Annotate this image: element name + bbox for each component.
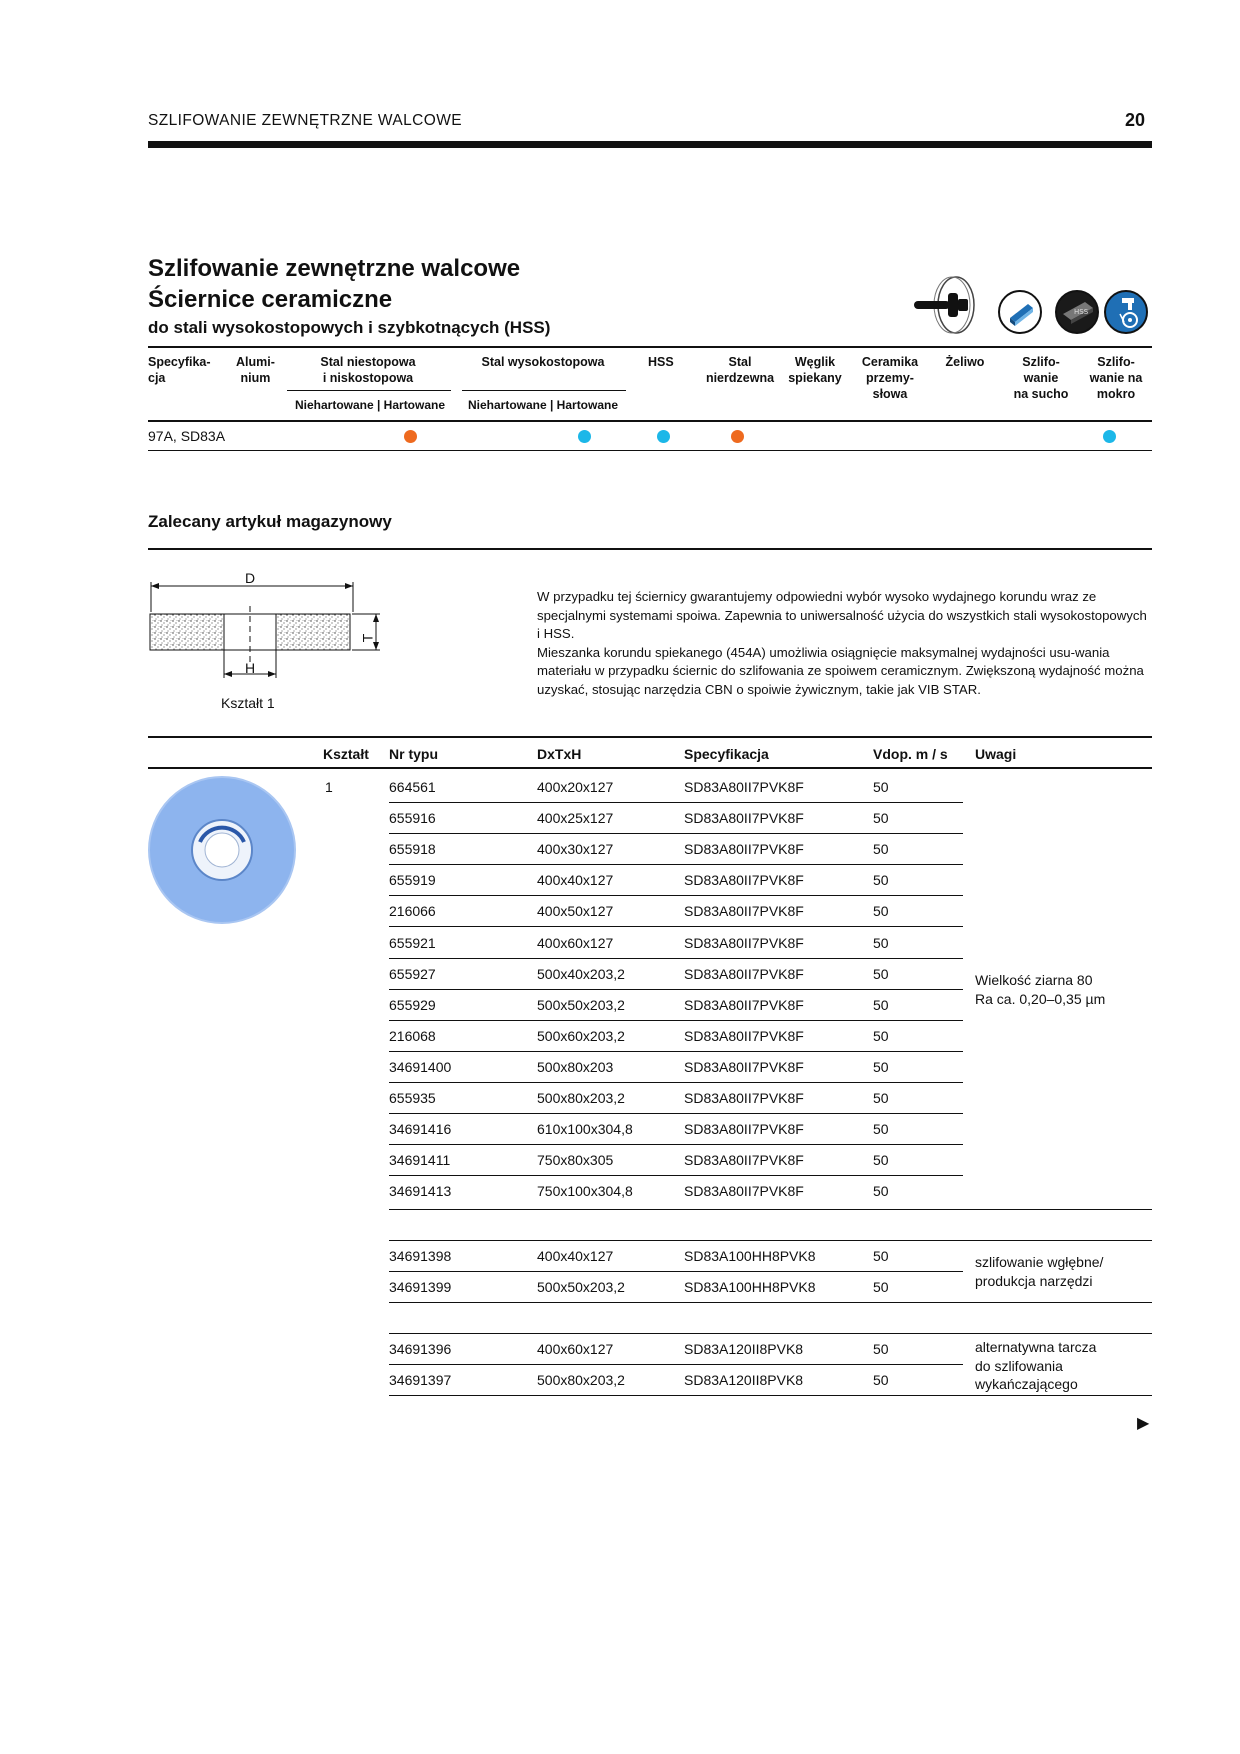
table-row-rule <box>389 833 963 834</box>
steel-profile-icon <box>998 290 1042 334</box>
cell-specification: SD83A80II7PVK8F <box>684 1183 804 1200</box>
cell-dimensions: 400x30x127 <box>537 841 614 858</box>
note-line: alternatywna tarcza <box>975 1339 1097 1355</box>
cell-type-number: 655927 <box>389 965 436 982</box>
cell-specification: SD83A80II7PVK8F <box>684 1090 804 1106</box>
spec-header-hss: HSS <box>648 355 674 369</box>
spec-table-top-rule <box>148 346 1152 348</box>
col-header-notes: Uwagi <box>975 746 1017 762</box>
product-table-header-rule <box>148 767 1152 769</box>
cell-dimensions: 400x25x127 <box>537 810 614 827</box>
page-number: 20 <box>1125 110 1146 130</box>
grinding-wheel-image <box>148 776 296 924</box>
note-group-1 <box>975 971 1105 1008</box>
cell-max-speed: 50 <box>873 1090 889 1106</box>
cell-max-speed: 50 <box>873 934 889 951</box>
cell-dimensions: 750x80x305 <box>537 1152 614 1169</box>
cell-type-number: 655935 <box>389 1090 436 1106</box>
cell-max-speed: 50 <box>873 1341 889 1357</box>
cell-specification: SD83A80II7PVK8F <box>684 1058 804 1075</box>
table-row-rule <box>389 1113 963 1114</box>
cell-type-number: 34691400 <box>389 1058 452 1075</box>
suitability-dot-wet <box>1103 430 1116 443</box>
note-line: szlifowanie wgłębne/ <box>975 1254 1104 1270</box>
table-row-rule <box>389 1175 963 1176</box>
note-group-3 <box>975 1338 1096 1394</box>
cell-specification: SD83A100HH8PVK8 <box>684 1248 816 1264</box>
cell-max-speed: 50 <box>873 1058 889 1075</box>
cell-dimensions: 400x40x127 <box>537 1248 614 1264</box>
spec-header-low-alloy-steel: Stal niestopowa i niskostopowa <box>320 355 416 385</box>
grinding-wheel-shaft-icon <box>912 275 984 335</box>
cell-specification: SD83A80II7PVK8F <box>684 872 804 889</box>
cell-dimensions: 400x50x127 <box>537 903 614 920</box>
spec-header-specification: Specyfika- cja <box>148 355 211 385</box>
table-row-rule <box>389 864 963 865</box>
cell-dimensions: 400x20x127 <box>537 779 614 795</box>
spec-header-carbide: Węglik spiekany <box>788 355 842 385</box>
table-row-rule <box>389 1082 963 1083</box>
spec-header-industrial-ceramics: Ceramika przemy- słowa <box>861 355 919 401</box>
cell-specification: SD83A80II7PVK8F <box>684 841 804 858</box>
table-row-rule <box>389 895 963 896</box>
table-row-rule <box>389 1364 963 1365</box>
header-rule <box>148 141 1152 148</box>
cell-max-speed: 50 <box>873 872 889 889</box>
group-start-rule <box>389 1240 1152 1241</box>
table-row-rule <box>389 1271 963 1272</box>
cell-specification: SD83A100HH8PVK8 <box>684 1279 816 1295</box>
cell-max-speed: 50 <box>873 1121 889 1138</box>
spec-table-bottom-rule <box>148 450 1152 451</box>
coolant-wet-grinding-icon <box>1104 290 1148 334</box>
cell-dimensions: 500x60x203,2 <box>537 1027 625 1044</box>
spec-subheader-high-alloy: Niehartowane | Hartowane <box>467 398 619 412</box>
cell-specification: SD83A80II7PVK8F <box>684 1152 804 1169</box>
table-row-rule <box>389 989 963 990</box>
spec-subheader-rule-low <box>287 390 451 391</box>
table-row-rule <box>389 926 963 927</box>
cell-dimensions: 500x80x203,2 <box>537 1372 625 1388</box>
cell-specification: SD83A120II8PVK8 <box>684 1372 804 1388</box>
cell-max-speed: 50 <box>873 810 889 827</box>
cell-specification: SD83A80II7PVK8F <box>684 903 804 920</box>
cell-dimensions: 610x100x304,8 <box>537 1121 633 1138</box>
cell-dimensions: 750x100x304,8 <box>537 1183 633 1200</box>
diagram-label-t: T <box>359 633 376 643</box>
svg-text:HSS: HSS <box>1074 308 1089 316</box>
cell-type-number: 34691398 <box>389 1248 452 1264</box>
cell-type-number: 34691399 <box>389 1279 452 1295</box>
cell-specification: SD83A80II7PVK8F <box>684 1121 804 1138</box>
cell-max-speed: 50 <box>873 996 889 1013</box>
cell-type-number: 655919 <box>389 872 436 889</box>
col-header-type-number: Nr typu <box>389 746 438 762</box>
table-row-rule <box>389 1020 963 1021</box>
cell-specification: SD83A120II8PVK8 <box>684 1341 804 1357</box>
suitability-dot-stainless <box>731 430 744 443</box>
spec-row-specification: 97A, SD83A <box>148 428 226 444</box>
cell-dimensions: 500x80x203,2 <box>537 1090 625 1106</box>
cell-max-speed: 50 <box>873 1027 889 1044</box>
row-shape: 1 <box>325 779 333 795</box>
cell-specification: SD83A80II7PVK8F <box>684 934 804 951</box>
page-subtitle: Ściernice ceramiczne <box>148 286 393 313</box>
cell-type-number: 655918 <box>389 841 436 858</box>
cell-max-speed: 50 <box>873 779 889 795</box>
spec-header-dry-grinding: Szlifo- wanie na sucho <box>1013 355 1069 401</box>
cell-dimensions: 400x40x127 <box>537 872 614 889</box>
group-end-rule <box>389 1209 1152 1210</box>
diagram-label-d: D <box>245 570 256 586</box>
table-row-rule <box>389 958 963 959</box>
cell-max-speed: 50 <box>873 841 889 858</box>
spec-header-wet-grinding: Szlifo- wanie na mokro <box>1089 355 1143 401</box>
hss-tool-icon <box>1055 290 1099 334</box>
section-title: Zalecany artykuł magazynowy <box>148 512 392 531</box>
note-line: produkcja narzędzi <box>975 1272 1093 1289</box>
cell-type-number: 655916 <box>389 810 436 827</box>
description-paragraph: Mieszanka korundu spiekanego (454A) umożliwia osiągnięcie maksymalnej wydajności usu-wania materiału w przypadku ściernic do szlifowania ze spoiwem ceramicznym. Zwiększoną wydajność można uzyskać, stosując narzędzia CBN o spoiwie żywicznym, takie jak VIB STAR. <box>537 644 1144 697</box>
col-header-specification: Specyfikacja <box>684 746 769 762</box>
suitability-dot-hss <box>657 430 670 443</box>
cell-max-speed: 50 <box>873 1183 889 1200</box>
note-line: Wielkość ziarna 80 <box>975 972 1093 988</box>
cell-type-number: 655921 <box>389 934 436 951</box>
diagram-caption: Kształt 1 <box>221 695 275 711</box>
running-header-title: SZLIFOWANIE ZEWNĘTRZNE WALCOWE <box>148 112 462 129</box>
spec-header-aluminium: Alumi- nium <box>236 355 275 385</box>
cell-specification: SD83A80II7PVK8F <box>684 779 804 795</box>
cell-dimensions: 500x80x203 <box>537 1058 614 1075</box>
table-row-rule <box>389 1144 963 1145</box>
table-row-rule <box>389 802 963 803</box>
note-line: do szlifowania <box>975 1357 1063 1374</box>
cell-type-number: 34691411 <box>389 1152 451 1169</box>
cell-type-number: 34691396 <box>389 1341 452 1357</box>
spec-subheader-low-alloy: Niehartowane | Hartowane <box>294 398 446 412</box>
diagram-label-h: H <box>245 660 256 676</box>
cell-dimensions: 500x50x203,2 <box>537 1279 625 1295</box>
group-start-rule <box>389 1333 1152 1334</box>
cell-specification: SD83A80II7PVK8F <box>684 810 804 827</box>
description-paragraph: W przypadku tej ściernicy gwarantujemy odpowiedni wybór wysoko wydajnego korundu wraz ze specjalnymi systemami spoiwa. Zapewnia to uniwersalność użycia do wszystkich stali wysokostopowych i HSS. <box>537 589 1147 642</box>
cell-specification: SD83A80II7PVK8F <box>684 1027 804 1044</box>
suitability-dot-low-alloy-hardened <box>404 430 417 443</box>
page-title: Szlifowanie zewnętrzne walcowe <box>148 255 521 282</box>
cell-max-speed: 50 <box>873 965 889 982</box>
cell-max-speed: 50 <box>873 1248 889 1264</box>
next-page-arrow[interactable]: ▶ <box>1137 1415 1150 1432</box>
cell-dimensions: 500x40x203,2 <box>537 965 625 982</box>
col-header-dimensions: DxTxH <box>537 746 582 762</box>
cell-type-number: 34691397 <box>389 1372 452 1388</box>
page-subheading: do stali wysokostopowych i szybkotnących (HSS) <box>148 318 551 337</box>
spec-subheader-rule-high <box>462 390 626 391</box>
note-group-2 <box>975 1253 1103 1290</box>
cell-max-speed: 50 <box>873 1279 889 1295</box>
product-table-top-rule <box>148 736 1152 738</box>
cell-type-number: 34691413 <box>389 1183 452 1200</box>
cell-dimensions: 400x60x127 <box>537 1341 614 1357</box>
cell-max-speed: 50 <box>873 1372 889 1388</box>
col-header-max-speed: Vdop. m / s <box>873 746 948 762</box>
cell-type-number: 216066 <box>389 903 436 920</box>
cell-type-number: 655929 <box>389 996 436 1013</box>
product-description <box>537 588 1152 700</box>
cell-dimensions: 400x60x127 <box>537 934 614 951</box>
cell-max-speed: 50 <box>873 1152 889 1169</box>
spec-header-high-alloy-steel: Stal wysokostopowa <box>481 355 605 369</box>
cell-type-number: 216068 <box>389 1027 436 1044</box>
cell-specification: SD83A80II7PVK8F <box>684 965 804 982</box>
note-line: Ra ca. 0,20–0,35 µm <box>975 990 1106 1007</box>
cell-type-number: 34691416 <box>389 1121 452 1138</box>
col-header-shape: Kształt <box>323 746 369 762</box>
section-rule <box>148 548 1152 550</box>
note-line: wykańczającego <box>975 1376 1078 1392</box>
spec-header-cast-iron: Żeliwo <box>945 355 985 369</box>
cell-specification: SD83A80II7PVK8F <box>684 996 804 1013</box>
table-row-rule <box>389 1051 963 1052</box>
spec-table-mid-rule <box>148 420 1152 422</box>
group-end-rule <box>389 1302 1152 1303</box>
table-bottom-rule <box>389 1395 1152 1396</box>
suitability-dot-high-alloy-hardened <box>578 430 591 443</box>
spec-header-stainless-steel: Stal nierdzewna <box>705 355 775 385</box>
cell-dimensions: 500x50x203,2 <box>537 996 625 1013</box>
cell-max-speed: 50 <box>873 903 889 920</box>
cell-type-number: 664561 <box>389 779 436 795</box>
